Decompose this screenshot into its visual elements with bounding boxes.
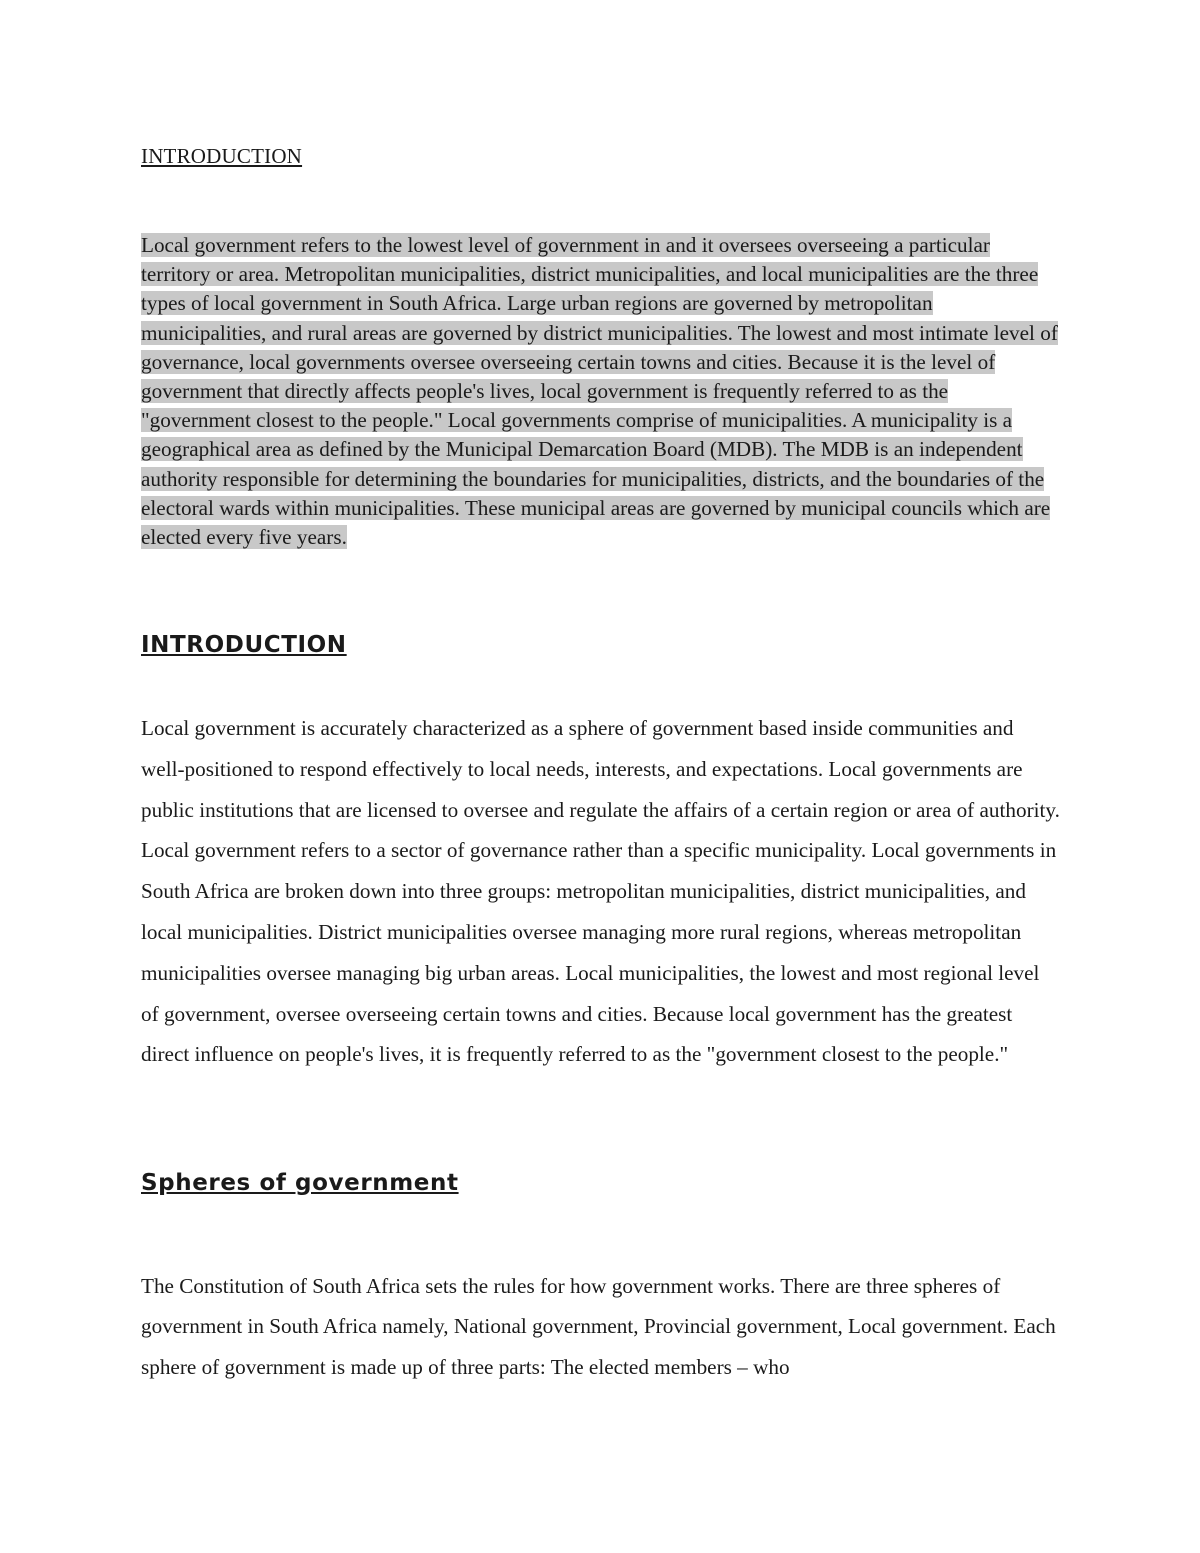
introduction-heading-plain: INTRODUCTION: [141, 144, 303, 168]
spheres-heading: Spheres of government: [141, 1170, 459, 1196]
spheres-paragraph: The Constitution of South Africa sets the rules for how government works. There are three spheres of government in South Africa namely, National government, Provincial government, Local government. Each sphere of government is made up of three parts: The elected members – who: [141, 1274, 1056, 1379]
introduction-heading-bold: INTRODUCTION: [141, 632, 347, 658]
highlighted-text: Local government refers to the lowest level of government in and it oversees overseeing a particular territory or area. Metropolitan municipalities, district municipalities, and local municipalities are the three types of local government in South Africa. Large urban regions are governed by metropolitan municipalities, and rural areas are governed by district municipalities. The lowest and most intimate level of governance, local governments oversee overseeing certain towns and cities. Because it is the level of government that directly affects people's lives, local government is frequently referred to as the "government closest to the people." Local governments comprise of municipalities. A municipality is a geographical area as defined by the Municipal Demarcation Board (MDB). The MDB is an independent authority responsible for determining the boundaries for municipalities, districts, and the boundaries of the electoral wards within municipalities. These municipal areas are governed by municipal councils which are elected every five years.: [141, 233, 1058, 550]
highlighted-paragraph[interactable]: [141, 231, 1061, 552]
introduction-paragraph: Local government is accurately characterized as a sphere of government based inside communities and well-positioned to respond effectively to local needs, interests, and expectations. Local governments are public institutions that are licensed to oversee and regulate the affairs of a certain region or area of authority. Local government refers to a sector of governance rather than a specific municipality. Local governments in South Africa are broken down into three groups: metropolitan municipalities, district municipalities, and local municipalities. District municipalities oversee managing more rural regions, whereas metropolitan municipalities oversee managing big urban areas. Local municipalities, the lowest and most regional level of government, oversee overseeing certain towns and cities. Because local government has the greatest direct influence on people's lives, it is frequently referred to as the "government closest to the people.": [141, 716, 1060, 1067]
